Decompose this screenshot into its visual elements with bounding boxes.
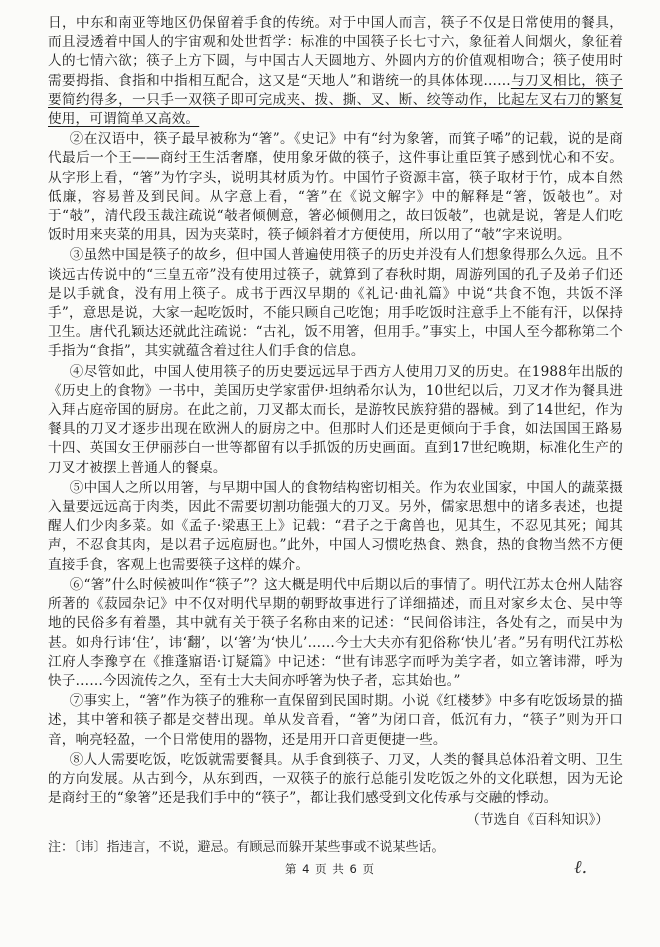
paragraph-2: ②在汉语中，筷子最早被称为“箸”。《史记》中有“纣为象箸，而箕子唏”的记载，说的是商代最后一个王——商纣王生活奢靡，使用象牙做的筷子，这件事让重臣箕子感到忧心和不安。从字形上看，“箸”为竹字头，说明其材质为竹。中国竹子资源丰富，筷子取材于竹，成本自然低廉，容易普及到民间。从字意上看，“箸”在《说文解字》中的解释是“箸，饭攲也”。对于“攲”，清代段玉裁注疏说“攲者倾侧意，箸必倾侧用之，故曰饭攲”，也就是说，箸是人们吃饭时用来夹菜的用具，因为夹菜时，筷子倾斜着才方便使用，所以用了“攲”字来说明。 xyxy=(48,131,623,244)
paragraph-intro-text: 日，中东和南亚等地区仍保留着手食的传统。对于中国人而言，筷子不仅是日常使用的餐具，而且浸透着中国人的宇宙观和处世哲学：标准的中国筷子长七寸六，象征着人间烟火，象征着人的七情六欲；筷子上方下圆，与中国古人天圆地方、外圆内方的价值观相吻合；筷子使用时需要拇指、食指和中指相互配合，这又是“天地人”和谐统一的具体体现…… xyxy=(48,15,623,89)
paragraph-4: ④尽管如此，中国人使用筷子的历史要远远早于西方人使用刀叉的历史。在1988年出版的《历史上的食物》一书中，美国历史学家雷伊·坦纳希尔认为，10世纪以后，刀叉才作为餐具进入拜占庭帝国的厨房。在此之前，刀叉都太而长，是游牧民族狩猎的器械。到了14世纪，作为餐具的刀叉才逐步出现在欧洲人的厨房之中。但那时人们还是更倾向于手食，如法国国王路易十四、英国女王伊丽莎白一世等都留有以手抓饭的历史画面。直到17世纪晚期，标准化生产的刀叉才被摆上普通人的餐桌。 xyxy=(48,363,623,476)
paragraph-3: ③虽然中国是筷子的故乡，但中国人普遍使用筷子的历史并没有人们想象得那么久远。且不谈远古传说中的“三皇五帝”没有使用过筷子，就算到了春秋时期，周游列国的孔子及弟子们还是以手就食，没有用上筷子。成书于西汉早期的《礼记·曲礼篇》中说“共食不饱，共饭不泽手”，意思是说，大家一起吃饭时，不能只顾自己吃饱；用手吃饭时注意手上不能有汗，以保持卫生。唐代孔颖达还就此注疏说：“古礼，饭不用箸，但用手。”事实上，中国人至今都称第二个手指为“食指”，其实就蕴含着过往人们手食的信息。 xyxy=(48,247,623,360)
paragraph-8: ⑧人人需要吃饭，吃饭就需要餐具。从手食到筷子、刀叉，人类的餐具总体沿着文明、卫生的方向发展。从古到今，从东到西，一双筷子的旅行总能引发吃饭之外的文化联想，因为无论是商纣王的“象箸”还是我们手中的“筷子”，都让我们感受到文化传承与交融的悸动。 xyxy=(48,751,623,807)
paragraph-6: ⑥“箸”什么时候被叫作“筷子”？这大概是明代中后期以后的事情了。明代江苏太仓州人陆容所著的《菽园杂记》中不仅对明代早期的朝野故事进行了详细描述，而且对家乡太仓、吴中等地的民俗多有着墨，其中就有关于筷子名称由来的记述：“民间俗讳注，各处有之，而吴中为甚。如舟行讳‘住’，讳‘翻’，以‘箸’为‘快儿’……今士大夫亦有犯俗称‘快儿’者。”另有明代江苏松江府人李豫亨在《推蓬寤语·订疑篇》中记述：“世有讳恶字而呼为美字者，如立箸讳滞，呼为快子……今因流传之久，至有士大夫间亦呼箸为快子者，忘其始也。” xyxy=(48,576,623,689)
footnote: 注：〔讳〕指违言，不说，避忌。有顾忌而躲开某些事或不说某些话。 xyxy=(48,840,445,856)
handwritten-mark: ℓ. xyxy=(574,857,588,878)
paragraph-5: ⑤中国人之所以用箸，与早期中国人的食物结构密切相关。作为农业国家，中国人的蔬菜摄入量要远远高于肉类，因此不需要切割功能强大的刀叉。另外，儒家思想中的诸多表述，也提醒人们少肉多菜。如《孟子·梁惠王上》记载：“君子之于禽兽也，见其生，不忍见其死；闻其声，不忍食其肉，是以君子远庖厨也。”此外，中国人习惯吃热食、熟食，热的食物当然不方便直接手食，客观上也需要筷子这样的媒介。 xyxy=(48,479,623,573)
paragraph-7: ⑦事实上，“箸”作为筷子的雅称一直保留到民国时期。小说《红楼梦》中多有吃饭场景的描述，其中箸和筷子都是交替出现。单从发音看，“箸”为闭口音，低沉有力，“筷子”则为开口音，响亮轻盈，一个日常使用的器物，还是用开口音更便捷一些。 xyxy=(48,693,623,748)
source-citation: （节选自《百科知识》） xyxy=(466,812,609,829)
paragraph-intro xyxy=(48,14,623,129)
article-body xyxy=(48,14,623,858)
underlined-sentence: 与刀叉相比，筷子要简约得多，一只手一双筷子即可完成夹、拨、撕、叉、断、绞等动作，比起左叉右刀的繁复使用，可谓简单又高效。 xyxy=(48,72,624,128)
page-number: 第 4 页 共 6 页 xyxy=(285,862,375,876)
